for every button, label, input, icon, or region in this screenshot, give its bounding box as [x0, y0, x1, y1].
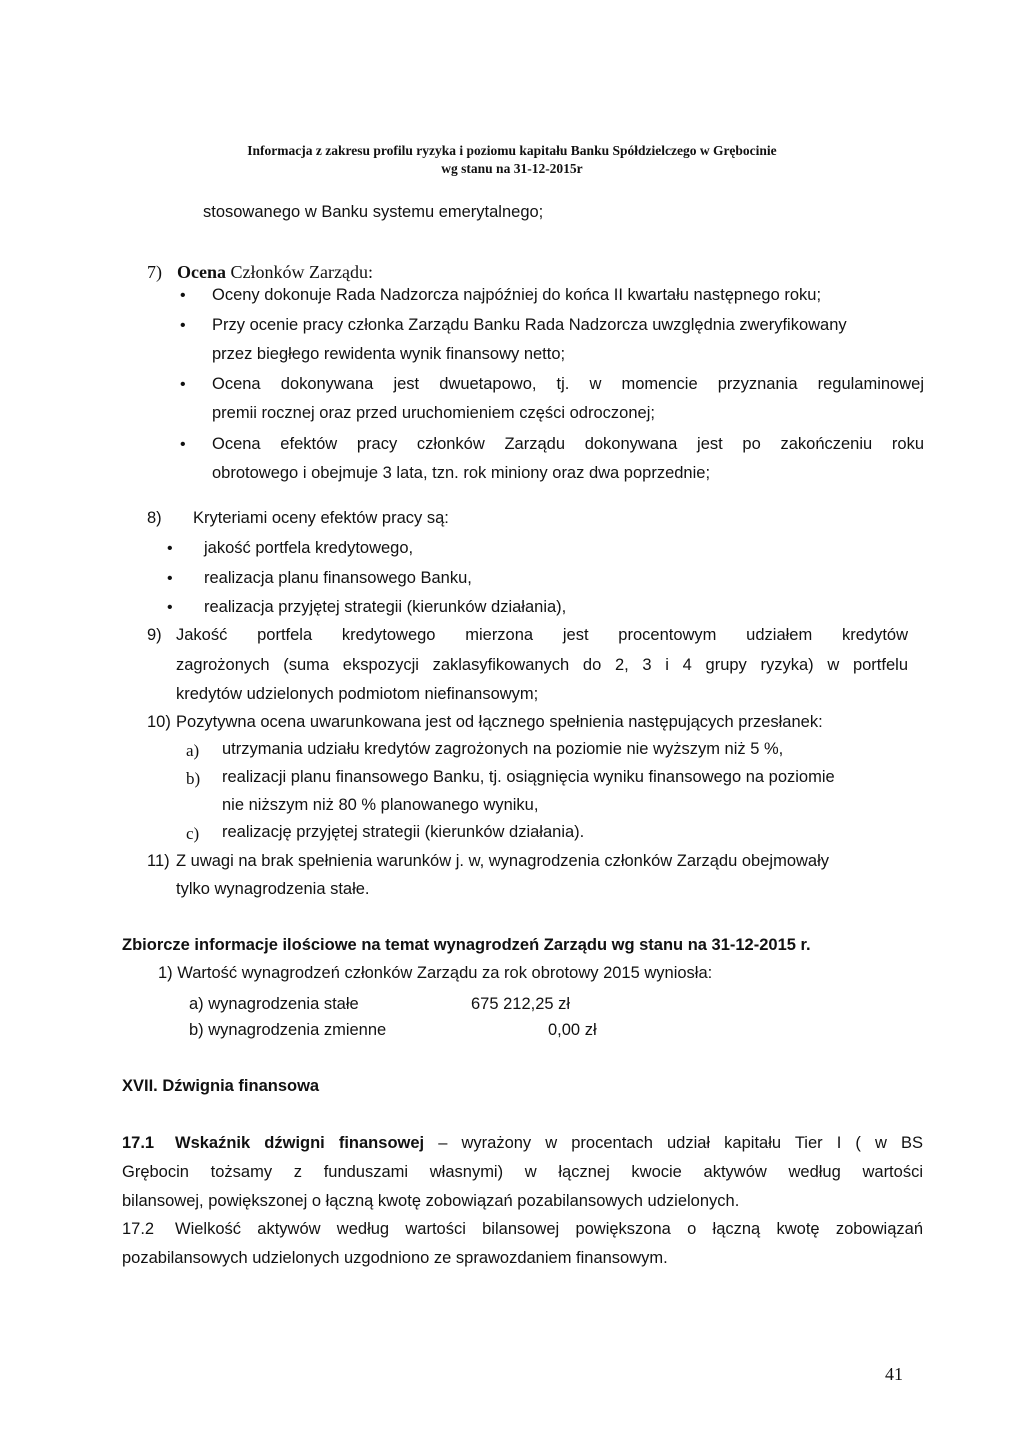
fixed-pay-label: a) wynagrodzenia stałe	[189, 995, 359, 1013]
s7-bullet-2-line-2: przez biegłego rewidenta wynik finansowy netto;	[212, 345, 566, 363]
section-11-line-2: tylko wynagrodzenia stałe.	[176, 880, 370, 898]
section-11-number: 11)	[147, 852, 170, 870]
section-7-title-rest: Członków Zarządu:	[230, 262, 373, 282]
section-10-title: Pozytywna ocena uwarunkowana jest od łącznego spełnienia następujących przesłanek:	[176, 713, 823, 731]
bullet-icon: •	[180, 376, 186, 393]
header-date: wg stanu na 31-12-2015r	[441, 161, 583, 176]
p17-1-line-2: Grębocin tożsamy z funduszami własnymi) w łącznej kwocie aktywów według wartości	[122, 1163, 923, 1181]
section-10-number: 10)	[147, 713, 171, 731]
section-8-title: Kryteriami oceny efektów pracy są:	[193, 509, 449, 527]
p17-1-number: 17.1	[122, 1134, 155, 1152]
section-11-line-1: Z uwagi na brak spełnienia warunków j. w, wynagrodzenia członków Zarządu obejmowały	[176, 852, 829, 870]
bullet-icon: •	[167, 540, 173, 557]
s7-bullet-4-line-1: Ocena efektów pracy członków Zarządu dokonywana jest po zakończeniu roku	[212, 435, 924, 453]
p17-1-line-1	[175, 1134, 923, 1153]
section-8-number: 8)	[147, 509, 162, 527]
p17-1-rest: – wyrażony w procentach udział kapitału Tier I ( w BS	[438, 1134, 923, 1152]
s10-item-c: realizację przyjętej strategii (kierunków działania).	[222, 823, 585, 841]
bullet-icon: •	[167, 570, 173, 587]
section-17-heading: XVII. Dźwignia finansowa	[122, 1077, 320, 1095]
p17-2-number: 17.2	[122, 1220, 155, 1238]
bullet-icon: •	[180, 287, 186, 304]
s8-bullet-2: realizacja planu finansowego Banku,	[204, 569, 472, 587]
section-7-title	[177, 262, 373, 283]
section-7-title-bold: Ocena	[177, 262, 226, 282]
p17-1-line-3: bilansowej, powiększonej o łączną kwotę zobowiązań pozabilansowych udzielonych.	[122, 1192, 740, 1210]
p17-2-line-1: Wielkość aktywów według wartości bilansowej powiększona o łączną kwotę zobowiązań	[175, 1220, 923, 1238]
s10-item-b-line-2: nie niższym niż 80 % planowanego wyniku,	[222, 796, 539, 814]
variable-pay-value: 0,00 zł	[548, 1021, 597, 1039]
bullet-icon: •	[180, 436, 186, 453]
variable-pay-label: b) wynagrodzenia zmienne	[189, 1021, 387, 1039]
section-9-line-2: zagrożonych (suma ekspozycji zaklasyfikowanych do 2, 3 i 4 grupy ryzyka) w portfelu	[176, 656, 908, 674]
section-9-line-1: Jakość portfela kredytowego mierzona jest procentowym udziałem kredytów	[176, 626, 908, 644]
section-7-number: 7)	[147, 262, 162, 282]
s10-item-b-line-1: realizacji planu finansowego Banku, tj. osiągnięcia wyniku finansowego na poziomie	[222, 768, 835, 786]
s10-item-a: utrzymania udziału kredytów zagrożonych na poziomie nie wyższym niż 5 %,	[222, 740, 784, 758]
page-number: 41	[885, 1364, 903, 1384]
s7-bullet-3-line-1: Ocena dokonywana jest dwuetapowo, tj. w momencie przyznania regulaminowej	[212, 375, 924, 393]
bullet-icon: •	[180, 317, 186, 334]
s10-item-a-label: a)	[186, 741, 200, 760]
summary-title: Zbiorcze informacje ilościowe na temat wynagrodzeń Zarządu wg stanu na 31-12-2015 r.	[122, 936, 811, 954]
fixed-pay-value: 675 212,25 zł	[471, 995, 571, 1013]
continuation-text: stosowanego w Banku systemu emerytalnego;	[203, 203, 544, 221]
s8-bullet-1: jakość portfela kredytowego,	[204, 539, 414, 557]
s10-item-b-label: b)	[186, 769, 201, 788]
s7-bullet-2-line-1: Przy ocenie pracy członka Zarządu Banku Rada Nadzorcza uwzględnia zweryfikowany	[212, 316, 847, 334]
summary-item-1: 1) Wartość wynagrodzeń członków Zarządu za rok obrotowy 2015 wyniosła:	[158, 964, 713, 982]
bullet-icon: •	[167, 599, 173, 616]
p17-2-line-2: pozabilansowych udzielonych uzgodniono ze sprawozdaniem finansowym.	[122, 1249, 668, 1267]
s7-bullet-4-line-2: obrotowego i obejmuje 3 lata, tzn. rok miniony oraz dwa poprzednie;	[212, 464, 711, 482]
header-title: Informacja z zakresu profilu ryzyka i poziomu kapitału Banku Spółdzielczego w Grębocinie	[247, 143, 777, 158]
section-9-number: 9)	[147, 626, 162, 644]
s7-bullet-3-line-2: premii rocznej oraz przed uruchomieniem części odroczonej;	[212, 404, 655, 422]
section-9-line-3: kredytów udzielonych podmiotom niefinansowym;	[176, 685, 539, 703]
s7-bullet-1: Oceny dokonuje Rada Nadzorcza najpóźniej do końca II kwartału następnego roku;	[212, 286, 822, 304]
s8-bullet-3: realizacja przyjętej strategii (kierunków działania),	[204, 598, 567, 616]
s10-item-c-label: c)	[186, 824, 200, 843]
p17-1-bold: Wskaźnik dźwigni finansowej	[175, 1134, 425, 1152]
